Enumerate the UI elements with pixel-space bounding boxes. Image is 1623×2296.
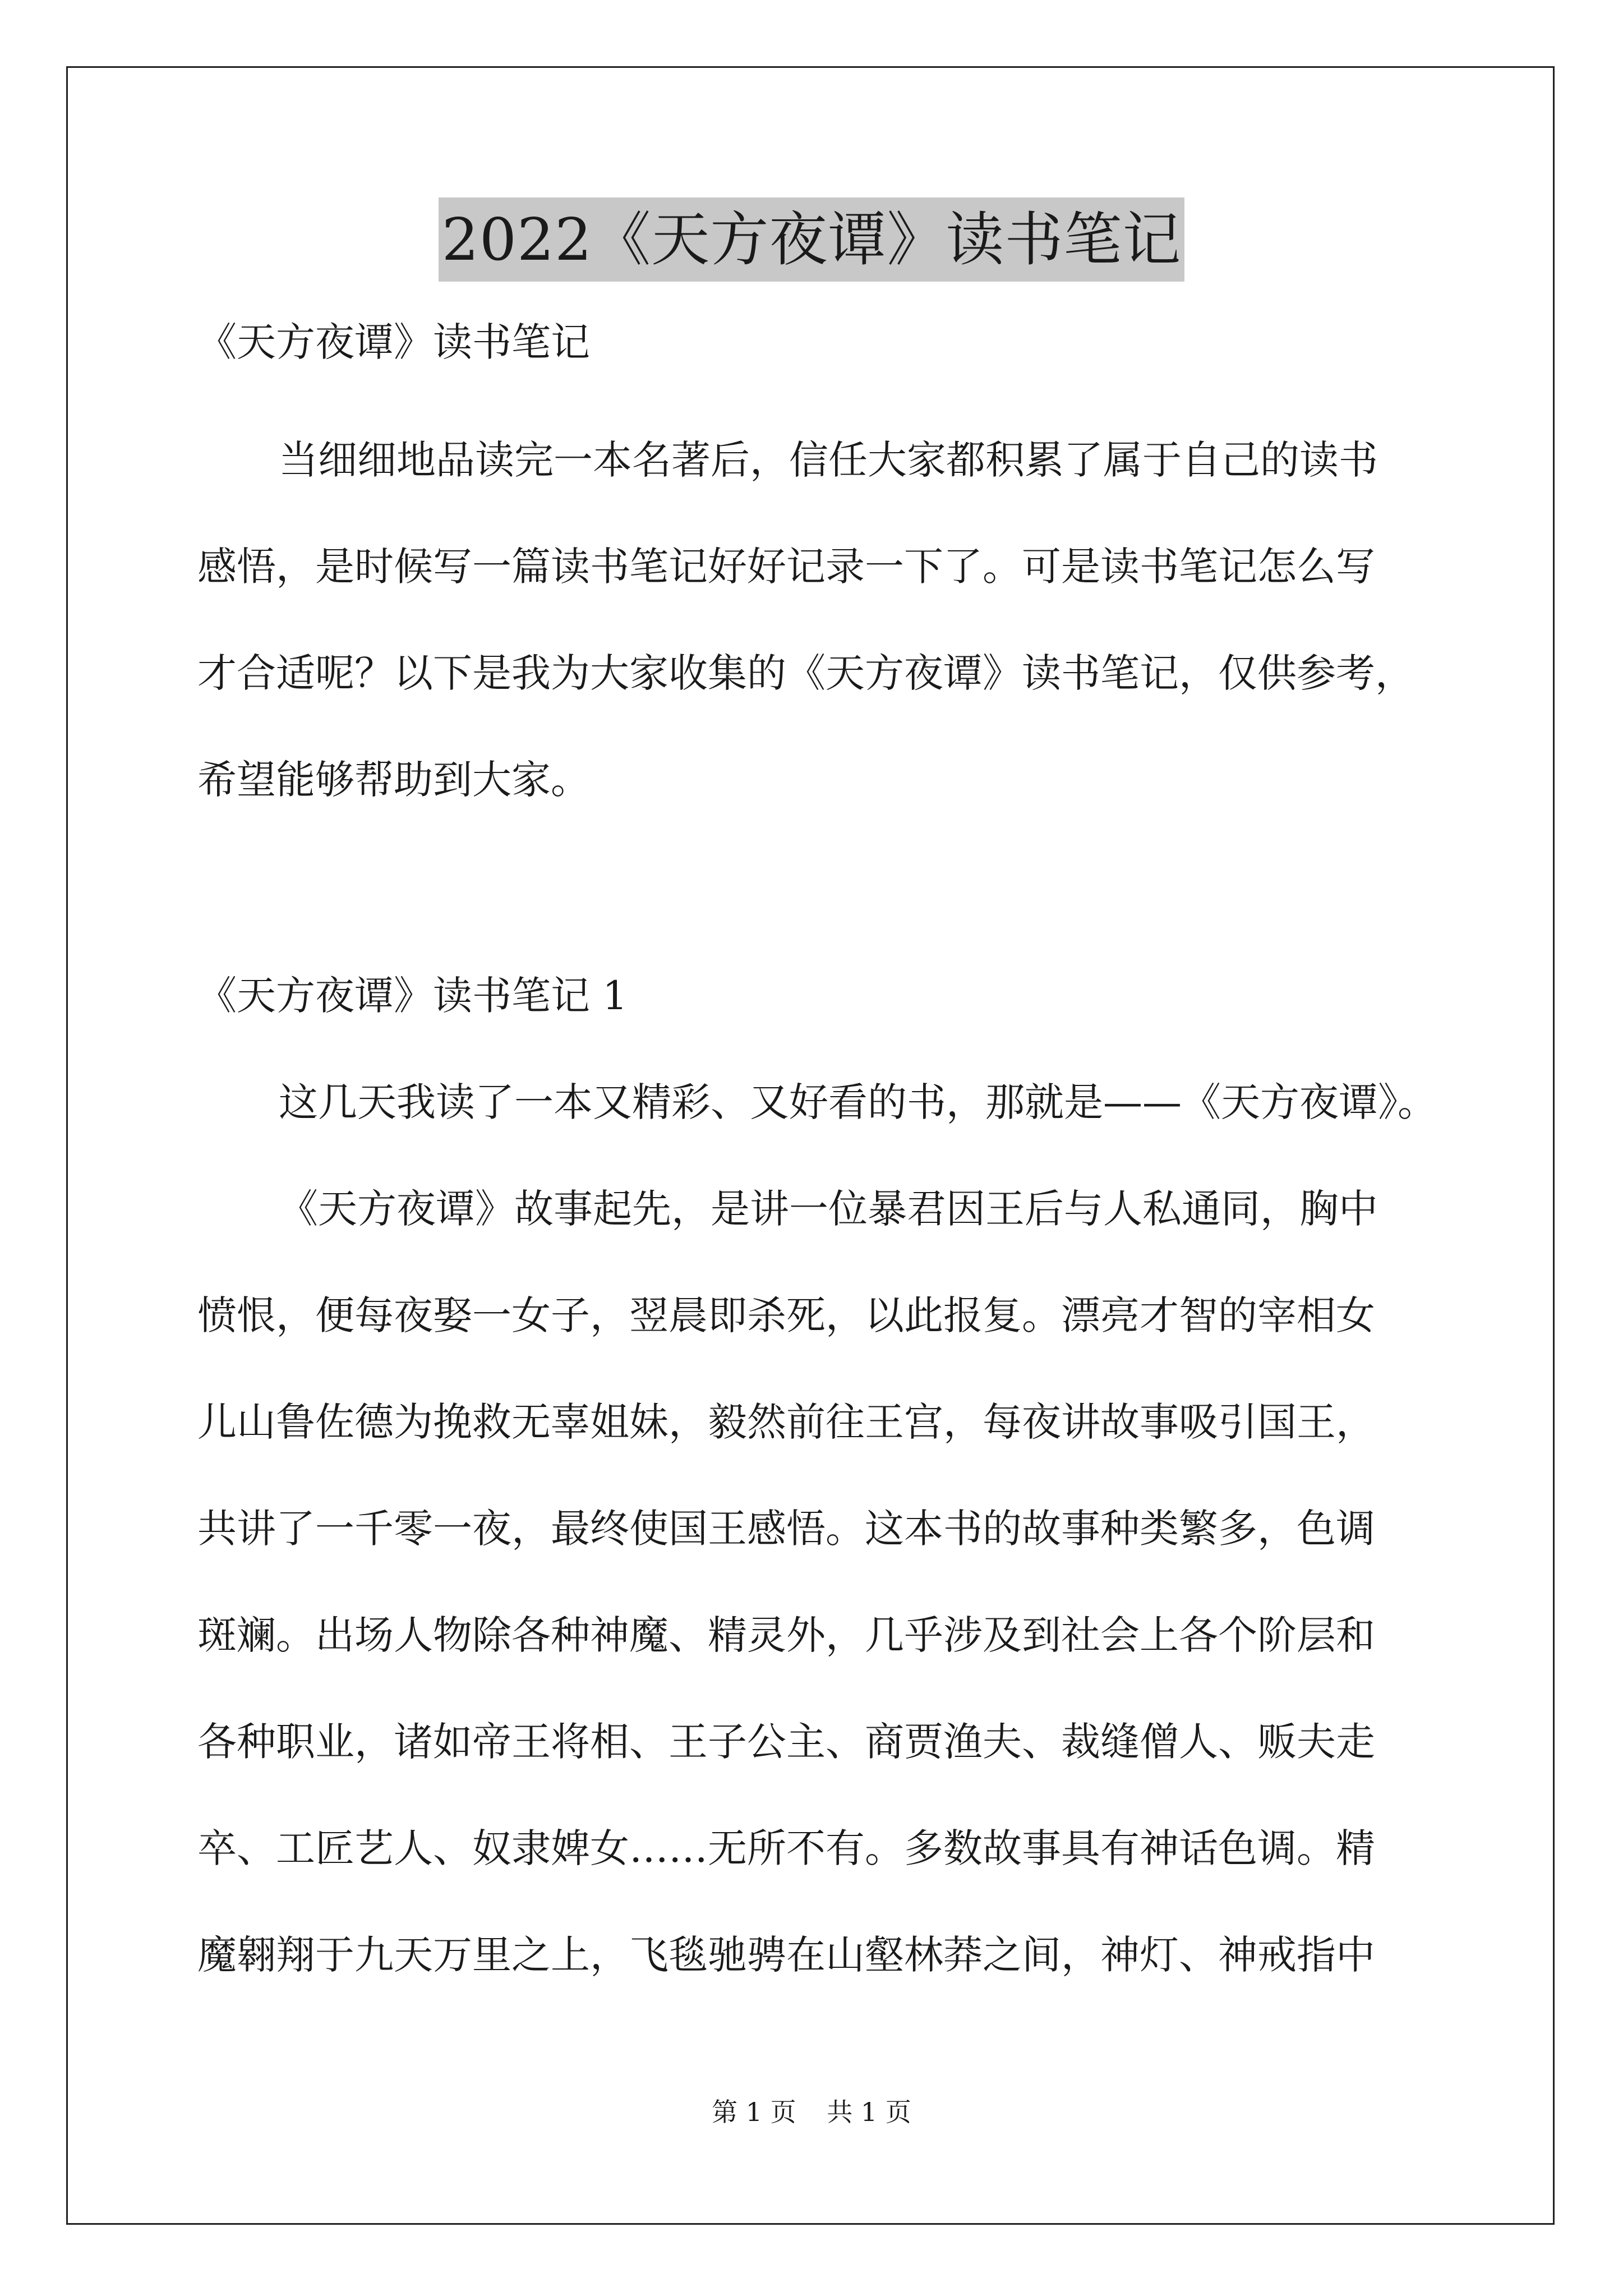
paragraph-line: 当细细地品读完一本名著后，信任大家都积累了属于自己的读书	[279, 437, 1378, 483]
paragraph-line: 各种职业，诸如帝王将相、王子公主、商贾渔夫、裁缝僧人、贩夫走	[197, 1719, 1375, 1765]
paragraph-line: 这几天我读了一本又精彩、又好看的书，那就是——《天方夜谭》。	[279, 1079, 1437, 1125]
document-title: 2022《天方夜谭》读书笔记	[439, 197, 1185, 282]
page-number: 第 1 页	[712, 2097, 796, 2127]
section-heading: 《天方夜谭》读书笔记 1	[197, 973, 628, 1019]
paragraph-line: 斑斓。出场人物除各种神魔、精灵外，几乎涉及到社会上各个阶层和	[197, 1612, 1375, 1658]
paragraph-line: 希望能够帮助到大家。	[197, 757, 590, 803]
paragraph-line: 愤恨，便每夜娶一女子，翌晨即杀死，以此报复。漂亮才智的宰相女	[197, 1292, 1375, 1338]
paragraph-line: 儿山鲁佐德为挽救无辜姐妹，毅然前往王宫，每夜讲故事吸引国王，	[197, 1399, 1375, 1445]
title-block	[0, 197, 1623, 282]
paragraph-line: 才合适呢？以下是我为大家收集的《天方夜谭》读书笔记，仅供参考，	[197, 650, 1414, 696]
page-footer	[0, 2095, 1623, 2129]
paragraph-line: 感悟，是时候写一篇读书笔记好好记录一下了。可是读书笔记怎么写	[197, 544, 1375, 590]
page-border	[66, 66, 1555, 2225]
paragraph-line: 《天方夜谭》故事起先，是讲一位暴君因王后与人私通同，胸中	[279, 1186, 1378, 1232]
section-heading: 《天方夜谭》读书笔记	[197, 319, 590, 365]
paragraph-line: 卒、工匠艺人、奴隶婢女……无所不有。多数故事具有神话色调。精	[197, 1825, 1375, 1871]
page-total: 共 1 页	[827, 2097, 911, 2127]
paragraph-line: 魔翱翔于九天万里之上，飞毯驰骋在山壑林莽之间，神灯、神戒指中	[197, 1932, 1375, 1978]
paragraph-line: 共讲了一千零一夜，最终使国王感悟。这本书的故事种类繁多，色调	[197, 1506, 1375, 1552]
